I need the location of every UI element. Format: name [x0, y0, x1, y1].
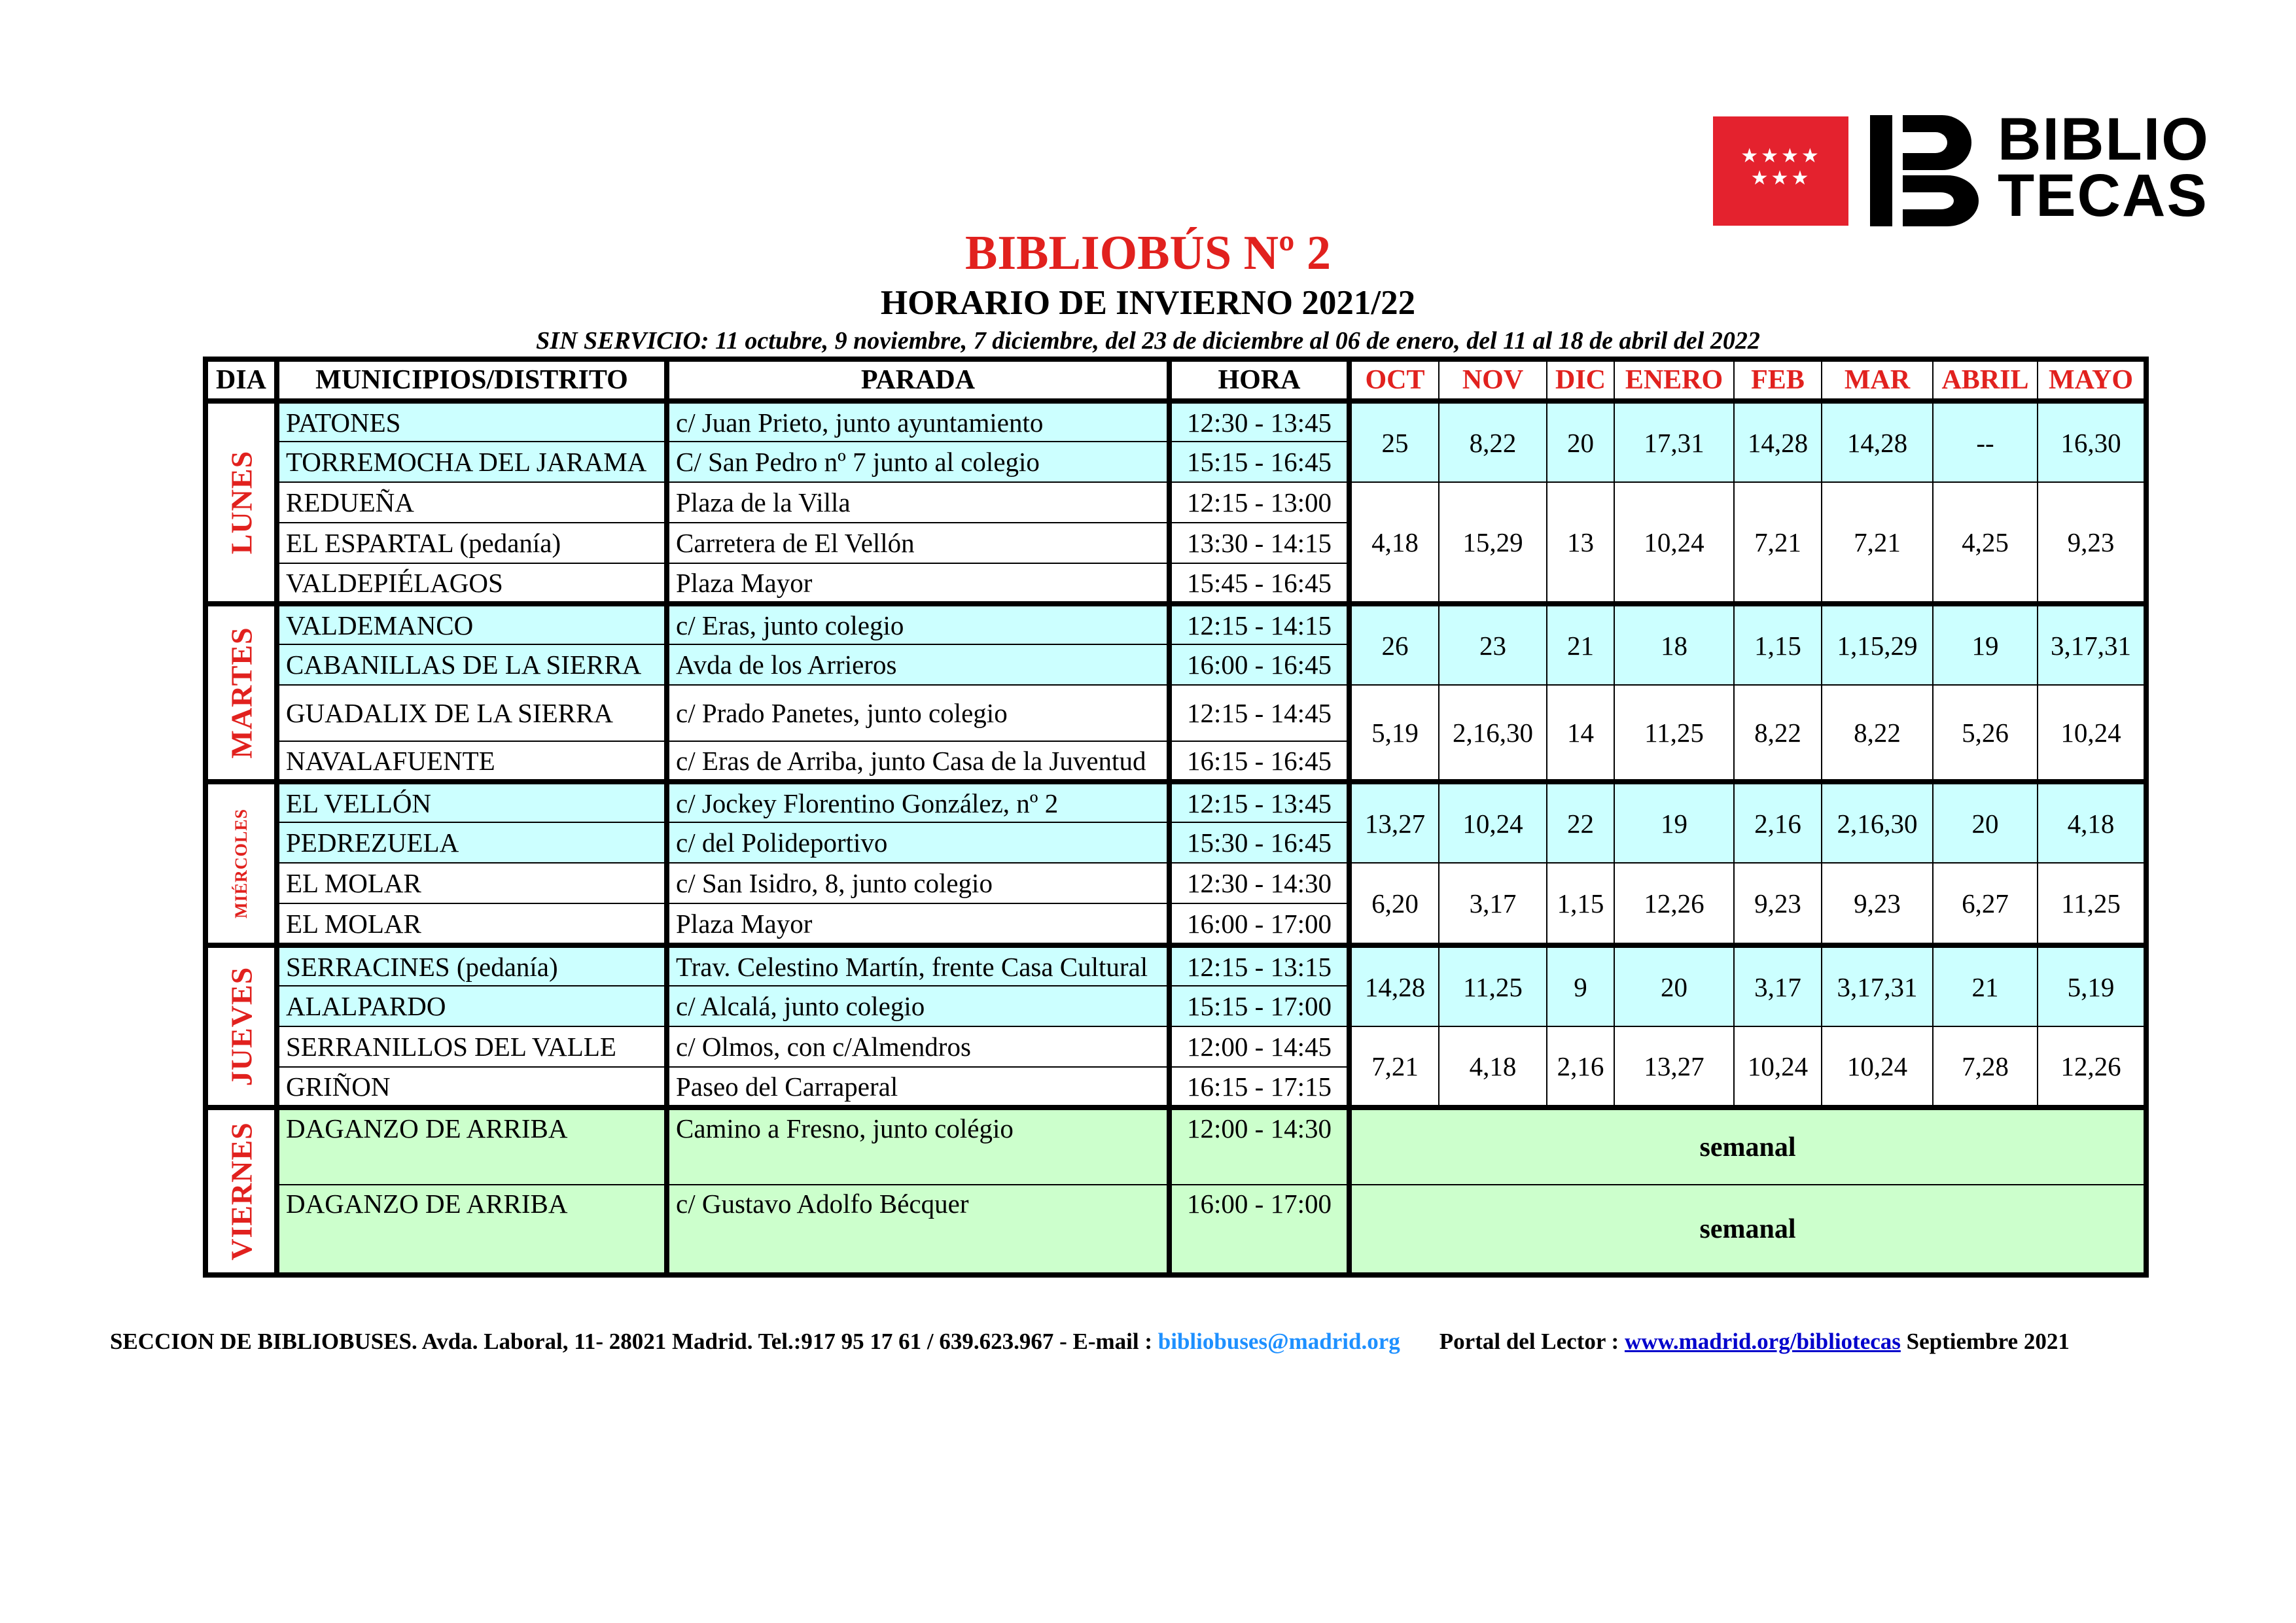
date-cell: 16,30 — [2038, 401, 2146, 482]
hora-cell: 12:15 - 13:15 — [1169, 945, 1349, 986]
date-cell: 13,27 — [1349, 782, 1439, 863]
col-enero: ENERO — [1614, 359, 1734, 401]
hora-cell: 12:30 - 14:30 — [1169, 863, 1349, 903]
day-jueves: JUEVES — [205, 945, 277, 1108]
date-cell: 21 — [1933, 945, 2038, 1026]
date-cell: 8,22 — [1439, 401, 1547, 482]
municipio-cell: EL ESPARTAL (pedanía) — [277, 523, 667, 563]
municipio-cell: PEDREZUELA — [277, 822, 667, 863]
date-cell: 10,24 — [1734, 1026, 1822, 1108]
municipio-cell: NAVALAFUENTE — [277, 741, 667, 782]
municipio-cell: GUADALIX DE LA SIERRA — [277, 685, 667, 741]
hora-cell: 12:00 - 14:45 — [1169, 1026, 1349, 1067]
portal-label: Portal del Lector : — [1439, 1329, 1625, 1354]
table-row — [205, 863, 2146, 903]
col-parada: PARADA — [667, 359, 1169, 401]
municipio-cell: EL MOLAR — [277, 903, 667, 945]
date-cell: 7,21 — [1349, 1026, 1439, 1108]
date-cell: 13 — [1547, 482, 1614, 604]
date-cell: 26 — [1349, 604, 1439, 685]
table-row — [205, 401, 2146, 442]
hora-cell: 15:15 - 17:00 — [1169, 986, 1349, 1026]
municipio-cell: EL VELLÓN — [277, 782, 667, 822]
hora-cell: 15:45 - 16:45 — [1169, 563, 1349, 604]
date-cell: 20 — [1933, 782, 2038, 863]
date-cell: 8,22 — [1734, 685, 1822, 782]
date-cell: 19 — [1614, 782, 1734, 863]
page-subtitle: HORARIO DE INVIERNO 2021/22 — [880, 284, 1416, 322]
hora-cell: 12:15 - 14:15 — [1169, 604, 1349, 644]
municipio-cell: VALDEPIÉLAGOS — [277, 563, 667, 604]
table-row — [205, 1026, 2146, 1067]
portal-link[interactable]: www.madrid.org/bibliotecas — [1624, 1329, 1901, 1354]
date-cell: 9,23 — [1822, 863, 1933, 945]
date-cell: 11,25 — [1614, 685, 1734, 782]
day-lunes: LUNES — [205, 401, 277, 604]
hora-cell: 12:00 - 14:30 — [1169, 1108, 1349, 1185]
table-row — [205, 782, 2146, 822]
date-cell: 12,26 — [1614, 863, 1734, 945]
municipio-cell: EL MOLAR — [277, 863, 667, 903]
date-cell: 3,17 — [1734, 945, 1822, 1026]
date-cell: 23 — [1439, 604, 1547, 685]
municipio-cell: DAGANZO DE ARRIBA — [277, 1185, 667, 1275]
footer-address: SECCION DE BIBLIOBUSES. Avda. Laboral, 11- 28021 Madrid. Tel.:917 95 17 61 / 639.623.967 - E-mail : — [110, 1329, 1158, 1354]
date-cell: 1,15 — [1734, 604, 1822, 685]
date-cell: 18 — [1614, 604, 1734, 685]
date-cell: 8,22 — [1822, 685, 1933, 782]
hora-cell: 12:15 - 13:00 — [1169, 482, 1349, 523]
table-header-row — [205, 359, 2146, 401]
date-cell: 3,17 — [1439, 863, 1547, 945]
date-cell: 2,16,30 — [1439, 685, 1547, 782]
date-cell: 6,20 — [1349, 863, 1439, 945]
col-oct: OCT — [1349, 359, 1439, 401]
table-row — [205, 482, 2146, 523]
date-cell: 10,24 — [1822, 1026, 1933, 1108]
municipio-cell: PATONES — [277, 401, 667, 442]
table-row — [205, 945, 2146, 986]
bibliotecas-logo — [1713, 106, 2269, 229]
date-cell: 4,25 — [1933, 482, 2038, 604]
parada-cell: c/ San Isidro, 8, junto colegio — [667, 863, 1169, 903]
date-cell: 14,28 — [1349, 945, 1439, 1026]
municipio-cell: SERRANILLOS DEL VALLE — [277, 1026, 667, 1067]
no-service-notice: SIN SERVICIO: 11 octubre, 9 noviembre, 7 diciembre, del 23 de diciembre al 06 de enero, del 11 al 18 de abril del 2022 — [536, 327, 1760, 355]
parada-cell: Avda de los Arrieros — [667, 644, 1169, 685]
date-cell: 9,23 — [2038, 482, 2146, 604]
municipio-cell: GRIÑON — [277, 1067, 667, 1108]
date-cell: 6,27 — [1933, 863, 2038, 945]
date-cell: 2,16 — [1547, 1026, 1614, 1108]
schedule-table — [203, 357, 2149, 1278]
logo-wordmark: BIBLIO TECAS — [1998, 106, 2210, 229]
page-title: BIBLIOBÚS Nº 2 — [964, 226, 1332, 280]
parada-cell: Trav. Celestino Martín, frente Casa Cultural — [667, 945, 1169, 986]
municipio-cell: DAGANZO DE ARRIBA — [277, 1108, 667, 1185]
email-link[interactable]: bibliobuses@madrid.org — [1157, 1329, 1400, 1354]
date-cell: 11,25 — [2038, 863, 2146, 945]
frequency-cell: semanal — [1349, 1108, 2146, 1185]
hora-cell: 16:00 - 17:00 — [1169, 903, 1349, 945]
b-monogram-icon — [1870, 115, 1980, 226]
parada-cell: c/ Olmos, con c/Almendros — [667, 1026, 1169, 1067]
parada-cell: c/ Gustavo Adolfo Bécquer — [667, 1185, 1169, 1275]
date-cell: 12,26 — [2038, 1026, 2146, 1108]
col-hora: HORA — [1169, 359, 1349, 401]
date-cell: 14,28 — [1734, 401, 1822, 482]
date-cell: 10,24 — [2038, 685, 2146, 782]
col-dia: DIA — [205, 359, 277, 401]
hora-cell: 16:15 - 17:15 — [1169, 1067, 1349, 1108]
table-row — [205, 1108, 2146, 1185]
date-cell: 13,27 — [1614, 1026, 1734, 1108]
parada-cell: c/ Alcalá, junto colegio — [667, 986, 1169, 1026]
parada-cell: Paseo del Carraperal — [667, 1067, 1169, 1108]
parada-cell: C/ San Pedro nº 7 junto al colegio — [667, 442, 1169, 482]
col-dic: DIC — [1547, 359, 1614, 401]
date-cell: 7,28 — [1933, 1026, 2038, 1108]
hora-cell: 12:15 - 13:45 — [1169, 782, 1349, 822]
parada-cell: Plaza Mayor — [667, 563, 1169, 604]
hora-cell: 15:30 - 16:45 — [1169, 822, 1349, 863]
municipio-cell: TORREMOCHA DEL JARAMA — [277, 442, 667, 482]
date-cell: 9,23 — [1734, 863, 1822, 945]
date-cell: 17,31 — [1614, 401, 1734, 482]
stars-icon: ★★★★ ★★★ — [1740, 145, 1822, 190]
col-mar: MAR — [1822, 359, 1933, 401]
date-cell: 9 — [1547, 945, 1614, 1026]
footer-date: Septiembre 2021 — [1900, 1329, 2070, 1354]
col-municipios: MUNICIPIOS/DISTRITO — [277, 359, 667, 401]
date-cell: 14 — [1547, 685, 1614, 782]
table-row — [205, 604, 2146, 644]
date-cell: 10,24 — [1614, 482, 1734, 604]
date-cell: 11,25 — [1439, 945, 1547, 1026]
col-abril: ABRIL — [1933, 359, 2038, 401]
hora-cell: 16:00 - 17:00 — [1169, 1185, 1349, 1275]
frequency-cell: semanal — [1349, 1185, 2146, 1275]
date-cell: 25 — [1349, 401, 1439, 482]
municipio-cell: CABANILLAS DE LA SIERRA — [277, 644, 667, 685]
hora-cell: 12:15 - 14:45 — [1169, 685, 1349, 741]
municipio-cell: VALDEMANCO — [277, 604, 667, 644]
parada-cell: c/ Prado Panetes, junto colegio — [667, 685, 1169, 741]
date-cell: 21 — [1547, 604, 1614, 685]
table-row — [205, 685, 2146, 741]
parada-cell: c/ Jockey Florentino González, nº 2 — [667, 782, 1169, 822]
parada-cell: c/ Eras, junto colegio — [667, 604, 1169, 644]
hora-cell: 16:00 - 16:45 — [1169, 644, 1349, 685]
parada-cell: Plaza de la Villa — [667, 482, 1169, 523]
date-cell: 14,28 — [1822, 401, 1933, 482]
municipio-cell: ALALPARDO — [277, 986, 667, 1026]
date-cell: 3,17,31 — [1822, 945, 1933, 1026]
date-cell: 5,19 — [1349, 685, 1439, 782]
comunidad-madrid-flag — [1713, 116, 1848, 226]
table-row — [205, 1185, 2146, 1275]
date-cell: 1,15 — [1547, 863, 1614, 945]
date-cell: -- — [1933, 401, 2038, 482]
municipio-cell: SERRACINES (pedanía) — [277, 945, 667, 986]
date-cell: 5,26 — [1933, 685, 2038, 782]
day-martes: MARTES — [205, 604, 277, 782]
parada-cell: c/ Eras de Arriba, junto Casa de la Juventud — [667, 741, 1169, 782]
day-viernes: VIERNES — [205, 1108, 277, 1275]
date-cell: 2,16 — [1734, 782, 1822, 863]
parada-cell: Carretera de El Vellón — [667, 523, 1169, 563]
hora-cell: 15:15 - 16:45 — [1169, 442, 1349, 482]
footer — [110, 1328, 2070, 1355]
date-cell: 1,15,29 — [1822, 604, 1933, 685]
date-cell: 4,18 — [1439, 1026, 1547, 1108]
hora-cell: 13:30 - 14:15 — [1169, 523, 1349, 563]
parada-cell: c/ Juan Prieto, junto ayuntamiento — [667, 401, 1169, 442]
col-feb: FEB — [1734, 359, 1822, 401]
hora-cell: 16:15 - 16:45 — [1169, 741, 1349, 782]
date-cell: 4,18 — [1349, 482, 1439, 604]
day-miercoles: MIÉRCOLES — [205, 782, 277, 945]
date-cell: 20 — [1547, 401, 1614, 482]
col-nov: NOV — [1439, 359, 1547, 401]
date-cell: 3,17,31 — [2038, 604, 2146, 685]
date-cell: 10,24 — [1439, 782, 1547, 863]
date-cell: 22 — [1547, 782, 1614, 863]
date-cell: 19 — [1933, 604, 2038, 685]
date-cell: 15,29 — [1439, 482, 1547, 604]
date-cell: 5,19 — [2038, 945, 2146, 1026]
parada-cell: Plaza Mayor — [667, 903, 1169, 945]
date-cell: 7,21 — [1734, 482, 1822, 604]
date-cell: 20 — [1614, 945, 1734, 1026]
date-cell: 4,18 — [2038, 782, 2146, 863]
date-cell: 2,16,30 — [1822, 782, 1933, 863]
parada-cell: c/ del Polideportivo — [667, 822, 1169, 863]
date-cell: 7,21 — [1822, 482, 1933, 604]
municipio-cell: REDUEÑA — [277, 482, 667, 523]
col-mayo: MAYO — [2038, 359, 2146, 401]
parada-cell: Camino a Fresno, junto colégio — [667, 1108, 1169, 1185]
hora-cell: 12:30 - 13:45 — [1169, 401, 1349, 442]
